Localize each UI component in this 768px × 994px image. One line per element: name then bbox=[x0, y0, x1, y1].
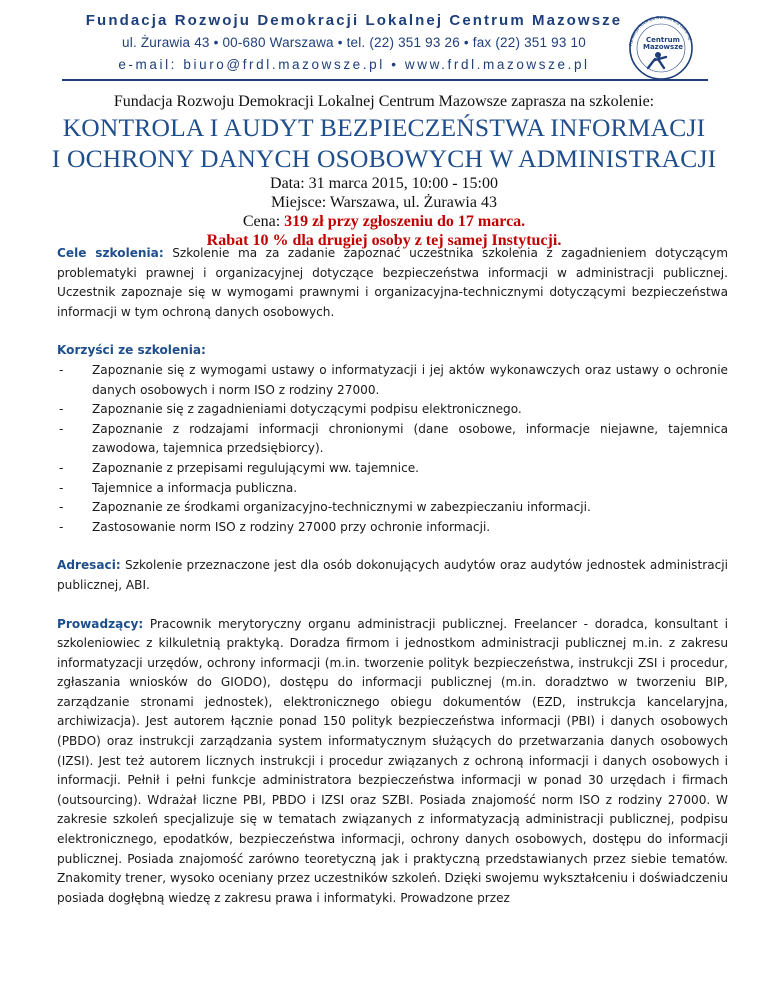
trainer-label: Prowadzący: bbox=[57, 616, 144, 631]
goals-text: Szkolenie ma za zadanie zapoznać uczestnika szkolenia z zagadnieniem dotyczącym problematyki prawnej i organizacyjnej dotyczące bezpieczeństwa informacji w administracji publicznej. Uczestnik zapoznaje się w wymogami prawnymi i organizacyjna-technicznymi dotyczącymi bezpieczeństwa informacji w tym ochroną danych osobowych. bbox=[57, 246, 728, 319]
goals-label: Cele szkolenia: bbox=[57, 246, 164, 260]
org-contact: e-mail: biuro@frdl.mazowsze.pl • www.frdl.mazowsze.pl bbox=[118, 57, 590, 72]
org-address: ul. Żurawia 43 • 00-680 Warszawa • tel. (22) 351 93 26 • fax (22) 351 93 10 bbox=[122, 35, 586, 50]
org-name: Fundacja Rozwoju Demokracji Lokalnej Centrum Mazowsze bbox=[85, 12, 623, 29]
price-value: 319 zł przy zgłoszeniu do 17 marca. bbox=[284, 213, 526, 230]
price-label: Cena: bbox=[242, 213, 285, 230]
list-item: - Zapoznanie się z wymogami ustawy o informatyzacji i jej aktów wykonawczych oraz ustawy o ochronie danych osobowych i norm ISO z rodziny 27000. bbox=[57, 361, 728, 400]
course-title-line-2: I OCHRONY DANYCH OSOBOWYCH W ADMINISTRACJI bbox=[51, 144, 717, 173]
list-item: - Zapoznanie z przepisami regulującymi ww. tajemnice. bbox=[57, 459, 728, 479]
list-item: - Tajemnice a informacja publiczna. bbox=[57, 479, 728, 499]
logo-text-centrum: Centrum bbox=[646, 36, 680, 44]
course-date: Data: 31 marca 2015, 10:00 - 15:00 bbox=[270, 175, 498, 192]
header-divider bbox=[62, 79, 708, 81]
discount-info: Rabat 10 % dla drugiej osoby z tej samej Instytucji. bbox=[206, 232, 562, 249]
list-item: - Zastosowanie norm ISO z rodziny 27000 przy ochronie informacji. bbox=[57, 518, 728, 538]
title-block bbox=[40, 92, 728, 250]
trainer-section bbox=[57, 615, 728, 909]
document-body bbox=[57, 244, 728, 908]
list-item: - Zapoznanie się z zagadnieniami dotyczącymi podpisu elektronicznego. bbox=[57, 400, 728, 420]
audience-text: Szkolenie przeznaczone jest dla osób dokonujących audytów oraz audytów jednostek administracji publicznej, ABI. bbox=[57, 558, 728, 592]
trainer-text: Pracownik merytoryczny organu administracji publicznej. Freelancer - doradca, konsultant i szkoleniowiec z kilkuletnią praktyką. Doradza firmom i jednostkom administracji publicznej m.in. z zakresu informatyzacji urzędów, ochrony informacji (m.in. tworzenie polityk bezpieczeństwa, instrukcji ZSI i procedur, zgłaszania wniosków do GIODO), dostępu do informacji publicznej (m.in. doradztwo w tworzeniu BIP, zarządzanie stronami jednostek), elektronicznego obiegu dokumentów (EZD, instrukcja kancelaryjna, archiwizacja). Jest autorem łącznie ponad 150 polityk bezpieczeństwa informacji (PBI) i danych osobowych (PBDO) oraz instrukcji zarządzania system informatycznym służących do przetwarzania danych osobowych (IZSI). Jest też autorem licznych instrukcji i procedur związanych z ochroną informacji i danych osobowych i informacji. Pełnił i pełni funkcje administratora bezpieczeństwa informacji w ponad 30 urzędach i firmach (outsourcing). Wdrażał liczne PBI, PBDO i IZSI oraz SZBI. Posiada znajomość norm ISO z rodziny 27000. W zakresie szkoleń specjalizuje się w tematach związanych z informatyzacją administracji publicznej, podpisu elektronicznego, epodatków, bezpieczeństwa informacji, ochrony danych osobowych, dostępu do informacji publicznej. Posiada znajomość zarówno teoretyczną jak i praktyczną przedstawianych przez siebie tematów. Znakomity trener, wysoko oceniany przez uczestników szkoleń. Dzięki swojemu wykształceniu i doświadczeniu posiada dogłębną wiedzę z zakresu prawa i informatyki. Prowadzone przez bbox=[57, 616, 728, 905]
logo-text-mazowsze: Mazowsze bbox=[642, 43, 684, 51]
course-title-line-1: KONTROLA I AUDYT BEZPIECZEŃSTWA INFORMACJI bbox=[62, 113, 706, 142]
audience-section bbox=[57, 556, 728, 595]
list-item: - Zapoznanie z rodzajami informacji chronionymi (dane osobowe, informacje niejawne, tajemnica zawodowa, tajemnica przedsiębiorcy). bbox=[57, 420, 728, 459]
benefits-list bbox=[57, 361, 728, 537]
course-place: Miejsce: Warszawa, ul. Żurawia 43 bbox=[271, 194, 497, 211]
letterhead bbox=[84, 10, 624, 76]
invitation-text: Fundacja Rozwoju Demokracji Lokalnej Centrum Mazowsze zaprasza na szkolenie: bbox=[113, 93, 655, 110]
logo-ring-text: Fundacja Rozwoju Demokracji Lokalnej bbox=[628, 14, 693, 47]
benefits-label: Korzyści ze szkolenia: bbox=[57, 343, 206, 358]
audience-label: Adresaci: bbox=[57, 558, 121, 573]
goals-section bbox=[57, 244, 728, 322]
foundation-logo-icon bbox=[622, 8, 700, 80]
list-item: - Zapoznanie ze środkami organizacyjno-technicznymi w zabezpieczaniu informacji. bbox=[57, 498, 728, 518]
course-price bbox=[40, 212, 728, 231]
